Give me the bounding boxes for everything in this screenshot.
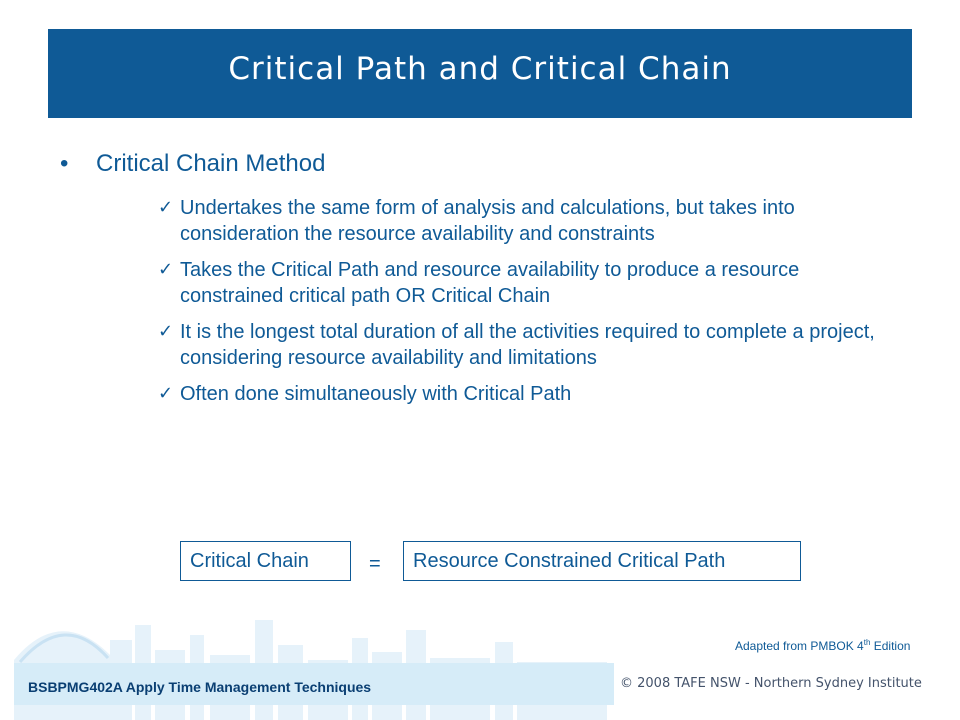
critical-chain-box: Critical Chain xyxy=(180,541,351,581)
list-item xyxy=(158,319,898,371)
checkmark-icon: ✓ xyxy=(158,259,174,280)
list-item-text: Often done simultaneously with Critical Path xyxy=(180,383,572,405)
bullet-icon: • xyxy=(60,150,69,177)
list-item-text: Undertakes the same form of analysis and calculations, but takes into consideration the resource availability and constraints xyxy=(180,197,795,245)
resource-constrained-path-box: Resource Constrained Critical Path xyxy=(403,541,801,581)
list-item-text: It is the longest total duration of all the activities required to complete a project, considering resource availability and limitations xyxy=(180,321,875,369)
checkmark-icon: ✓ xyxy=(158,383,174,404)
checklist xyxy=(158,195,898,417)
source-note-suffix: Edition xyxy=(870,639,911,653)
slide-title: Critical Path and Critical Chain xyxy=(228,51,732,87)
main-bullet-text: Critical Chain Method xyxy=(96,150,326,177)
footer-course-title: BSBPMG402A Apply Time Management Techniques xyxy=(28,679,372,695)
source-note-prefix: Adapted from PMBOK 4 xyxy=(735,639,864,653)
list-item-text: Takes the Critical Path and resource availability to produce a resource constrained critical path OR Critical Chain xyxy=(180,259,800,307)
equals-sign: = xyxy=(369,553,381,575)
list-item xyxy=(158,195,898,247)
footer-copyright: © 2008 TAFE NSW - Northern Sydney Institute xyxy=(620,676,922,691)
checkmark-icon: ✓ xyxy=(158,197,174,218)
main-bullet xyxy=(60,150,325,178)
checkmark-icon: ✓ xyxy=(158,321,174,342)
source-note xyxy=(735,638,910,653)
source-note-superscript: th xyxy=(863,638,871,647)
list-item xyxy=(158,257,898,309)
list-item xyxy=(158,381,898,407)
title-bar xyxy=(48,29,912,118)
